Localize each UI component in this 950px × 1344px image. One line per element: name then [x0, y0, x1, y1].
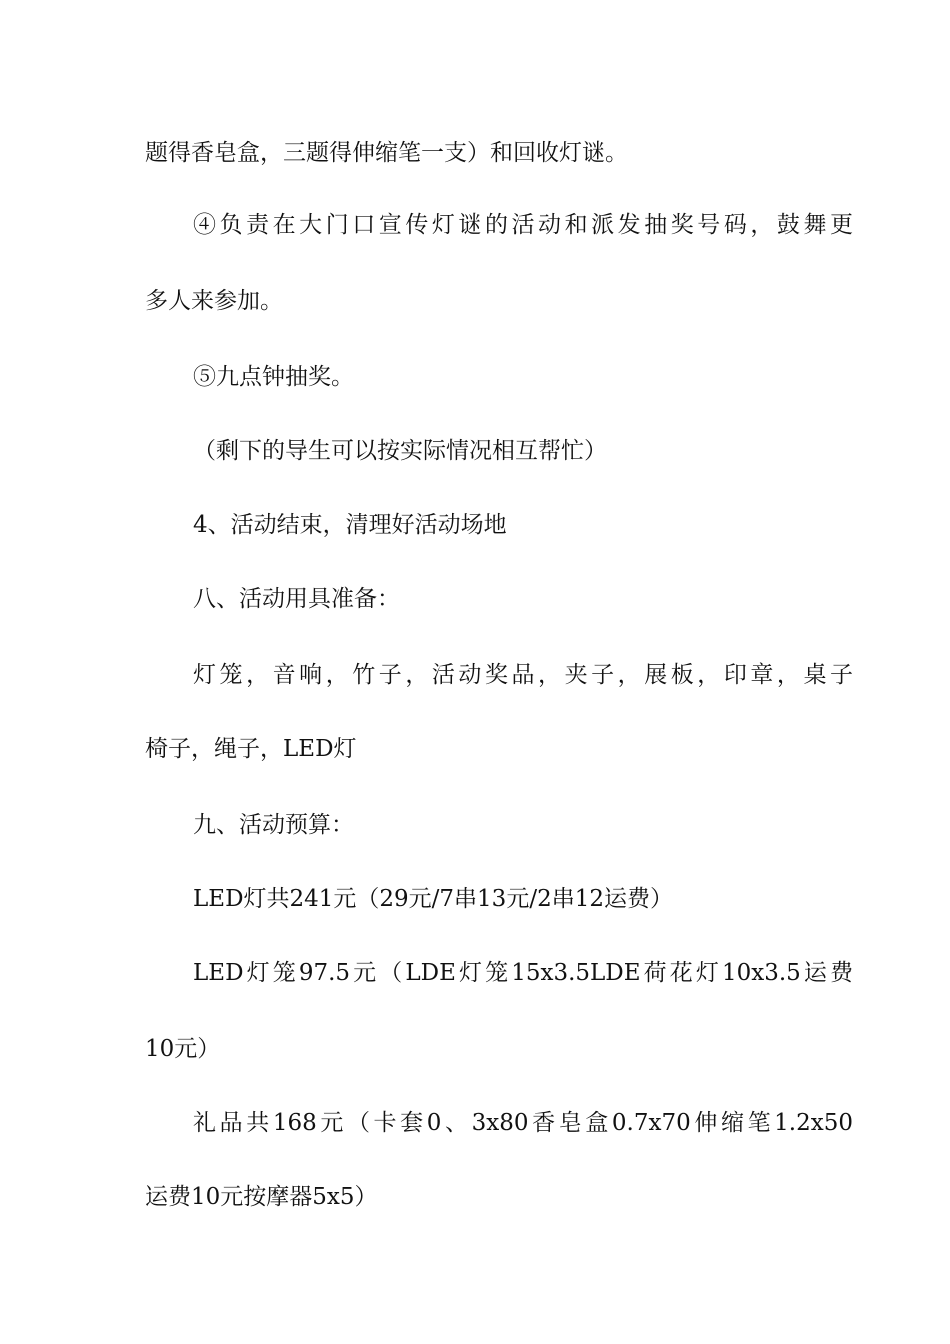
- paragraph-line-item-4-continuation: 多人来参加。: [145, 288, 283, 314]
- paragraph-line-note: （剩下的导生可以按实际情况相互帮忙）: [193, 438, 607, 464]
- budget-line-gifts: 礼品共168元（卡套0、3x80香皂盒0.7x70伸缩笔1.2x50: [193, 1110, 853, 1136]
- paragraph-line-item-5: ⑤九点钟抽奖。: [193, 364, 354, 390]
- budget-line-led-lights: LED灯共241元（29元/7串13元/2串12运费）: [193, 886, 673, 912]
- budget-line-led-lanterns: LED灯笼97.5元（LDE灯笼15x3.5LDE荷花灯10x3.5运费: [193, 960, 853, 986]
- paragraph-line-equipment-list-continuation: 椅子，绳子，LED灯: [145, 736, 357, 762]
- budget-line-gifts-continuation: 运费10元按摩器5x5）: [145, 1184, 378, 1210]
- paragraph-line-equipment-list: 灯笼，音响，竹子，活动奖品，夹子，展板，印章，桌子: [193, 662, 853, 688]
- paragraph-line-continuation: 题得香皂盒，三题得伸缩笔一支）和回收灯谜。: [145, 140, 628, 166]
- paragraph-line-step-4: 4、活动结束，清理好活动场地: [193, 512, 507, 538]
- paragraph-line-item-4: ④负责在大门口宣传灯谜的活动和派发抽奖号码，鼓舞更: [193, 212, 853, 238]
- section-heading-budget: 九、活动预算：: [193, 812, 354, 838]
- section-heading-equipment: 八、活动用具准备：: [193, 586, 400, 612]
- budget-line-led-lanterns-continuation: 10元）: [145, 1036, 221, 1062]
